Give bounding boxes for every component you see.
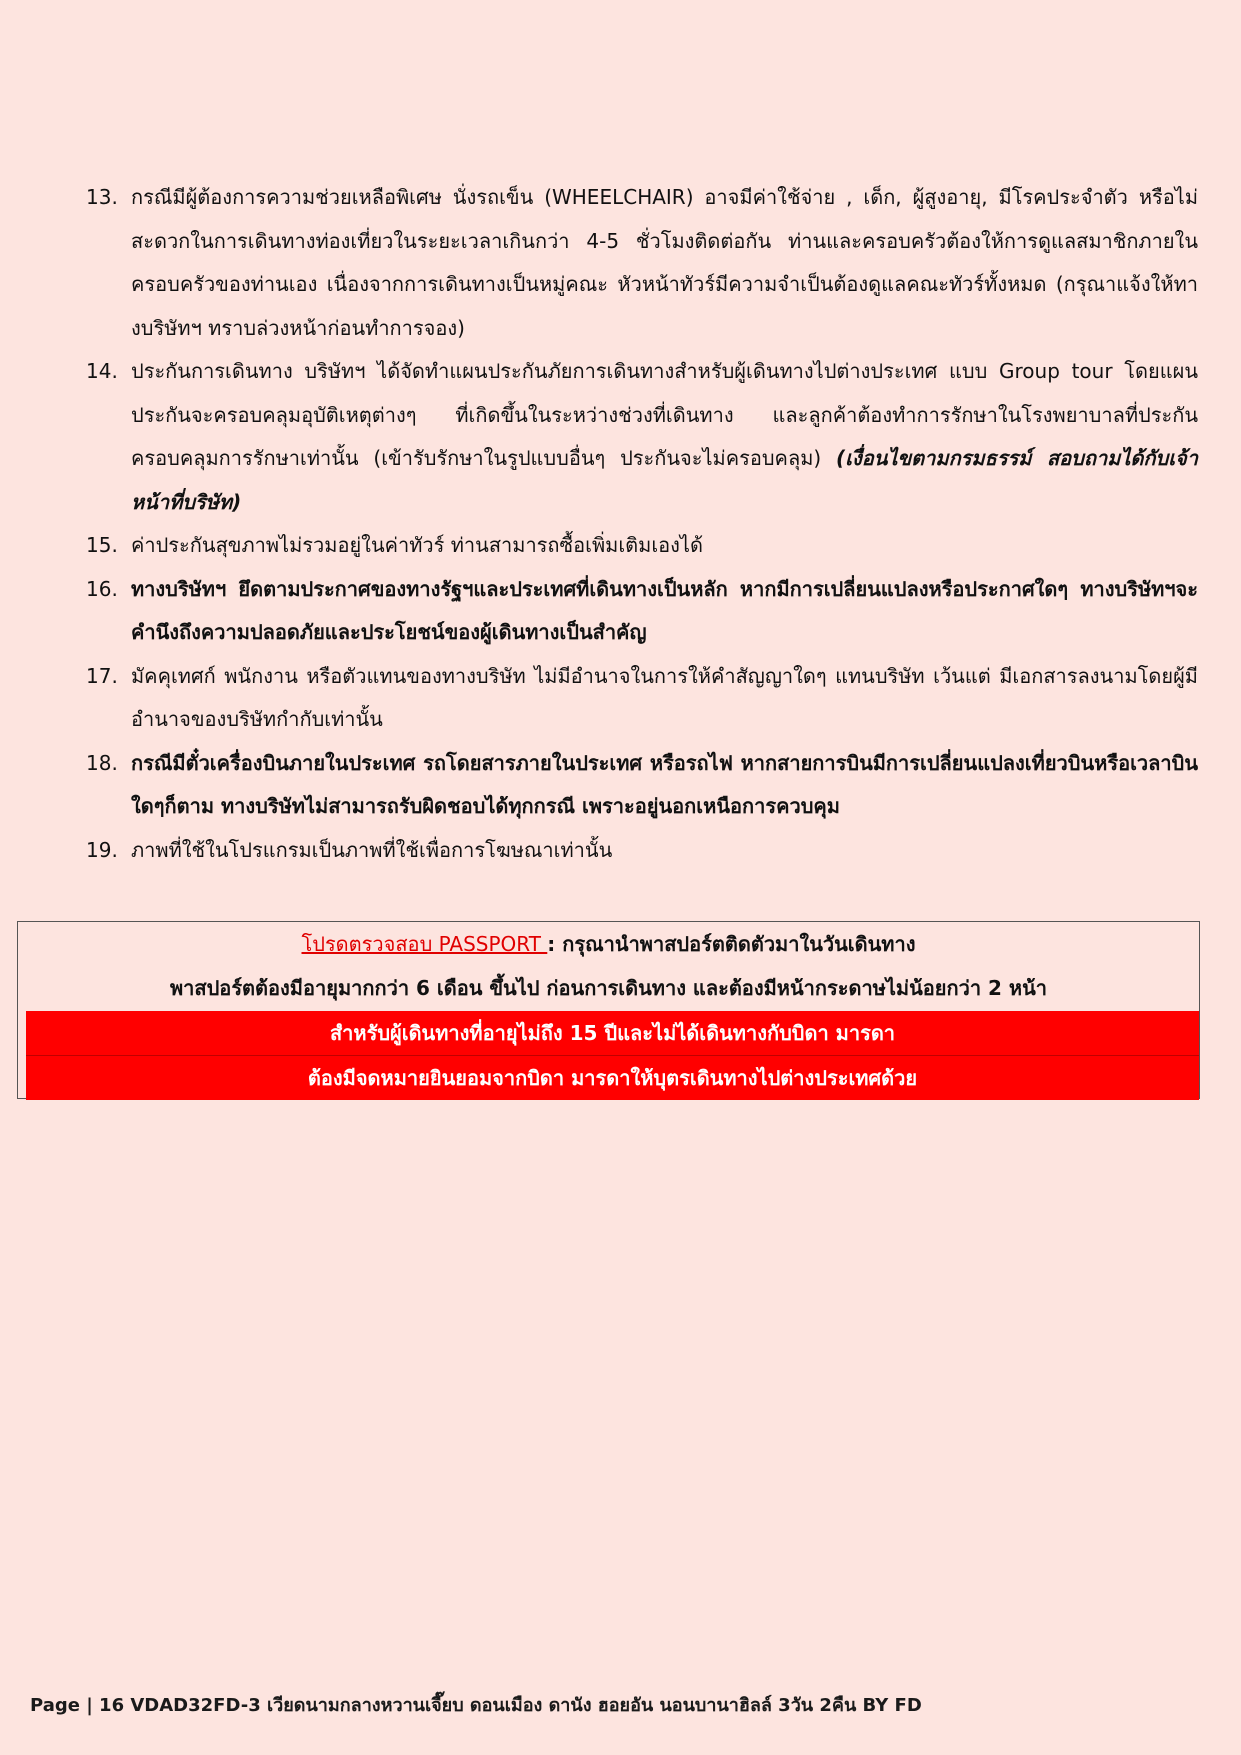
condition-number: 19.	[86, 837, 118, 862]
condition-text-main: ประกันการเดินทาง บริษัทฯ ได้จัดทำแผนประกันภัยการเดินทางสำหรับผู้เดินทางไปต่างประเทศ แบบ Group tour โดยแผนประกันจะครอบคลุมอุบัติเหตุต่างๆ ที่เกิดขึ้นในระหว่างช่วงที่เดินทาง และลูกค้าต้องทำการรักษาในโรงพยาบาลที่ประกันครอบคลุมการรักษาเท่านั้น (เข้ารับรักษาในรูปแบบอื่นๆ ประกันจะไม่ครอบคลุม)	[131, 359, 1198, 470]
conditions-list	[86, 176, 1198, 872]
condition-text: ภาพที่ใช้ในโปรแกรมเป็นภาพที่ใช้เพื่อการโฆษณาเท่านั้น	[131, 837, 613, 862]
passport-check-link[interactable]: โปรดตรวจสอบ PASSPORT	[301, 932, 548, 956]
condition-item	[86, 568, 1198, 655]
passport-notice-box	[17, 921, 1200, 1099]
condition-item	[86, 655, 1198, 742]
condition-number: 18.	[86, 750, 118, 775]
condition-item	[86, 742, 1198, 829]
condition-text	[131, 350, 1198, 524]
condition-emphasis: (เงื่อนไขตามกรมธรรม์ สอบถามได้กับเจ้าหน้าที่บริษัท)	[131, 446, 1198, 514]
condition-number: 15.	[86, 533, 118, 557]
condition-item	[86, 176, 1198, 350]
condition-text: กรณีมีตั๋วเครื่องบินภายในประเทศ รถโดยสารภายในประเทศ หรือรถไฟ หากสายการบินมีการเปลี่ยนแปลงเที่ยวบินหรือเวลาบินใดๆก็ตาม ทางบริษัทไม่สามารถรับผิดชอบได้ทุกกรณี เพราะอยู่นอกเหนือการควบคุม	[131, 750, 1198, 818]
passport-notice-text: : กรุณานำพาสปอร์ตติดตัวมาในวันเดินทาง	[547, 932, 916, 956]
condition-item	[86, 524, 1198, 568]
condition-number: 14.	[86, 359, 118, 383]
minor-travel-warning: สำหรับผู้เดินทางที่อายุไม่ถึง 15 ปีและไม่ได้เดินทางกับบิดา มารดา	[26, 1011, 1199, 1056]
page-footer: Page | 16 VDAD32FD-3 เวียดนามกลางหวานเจี๊ยบ ดอนเมือง ดานัง ฮอยอัน นอนบานาฮิลล์ 3วัน 2คืน BY FD	[30, 1695, 922, 1716]
passport-notice-line1	[18, 922, 1199, 966]
condition-item	[86, 829, 1198, 873]
condition-number: 16.	[86, 576, 118, 601]
condition-number: 17.	[86, 663, 118, 688]
condition-text: ค่าประกันสุขภาพไม่รวมอยู่ในค่าทัวร์ ท่านสามารถซื้อเพิ่มเติมเองได้	[131, 533, 703, 557]
condition-text: มัคคุเทศก์ พนักงาน หรือตัวแทนของทางบริษัท ไม่มีอำนาจในการให้คำสัญญาใดๆ แทนบริษัท เว้นแต่ มีเอกสารลงนามโดยผู้มีอำนาจของบริษัทกำกับเท่านั้น	[131, 663, 1198, 731]
condition-number: 13.	[86, 185, 118, 209]
condition-item	[86, 350, 1198, 524]
consent-letter-warning: ต้องมีจดหมายยินยอมจากบิดา มารดาให้บุตรเดินทางไปต่างประเทศด้วย	[26, 1056, 1199, 1100]
condition-text: ทางบริษัทฯ ยึดตามประกาศของทางรัฐฯและประเทศที่เดินทางเป็นหลัก หากมีการเปลี่ยนแปลงหรือประกาศใดๆ ทางบริษัทฯจะคำนึงถึงความปลอดภัยและประโยชน์ของผู้เดินทางเป็นสำคัญ	[131, 576, 1198, 644]
condition-text: กรณีมีผู้ต้องการความช่วยเหลือพิเศษ นั่งรถเข็น (WHEELCHAIR) อาจมีค่าใช้จ่าย , เด็ก, ผู้สูงอายุ, มีโรคประจำตัว หรือไม่สะดวกในการเดินทางท่องเที่ยวในระยะเวลาเกินกว่า 4-5 ชั่วโมงติดต่อกัน ท่านและครอบครัวต้องให้การดูแลสมาชิกภายในครอบครัวของท่านเอง เนื่องจากการเดินทางเป็นหมู่คณะ หัวหน้าทัวร์มีความจำเป็นต้องดูแลคณะทัวร์ทั้งหมด (กรุณาแจ้งให้ทางบริษัทฯ ทราบล่วงหน้าก่อนทำการจอง)	[131, 185, 1198, 340]
passport-validity-text: พาสปอร์ตต้องมีอายุมากกว่า 6 เดือน ขึ้นไป ก่อนการเดินทาง และต้องมีหน้ากระดาษไม่น้อยกว่า 2 หน้า	[169, 976, 1047, 1000]
